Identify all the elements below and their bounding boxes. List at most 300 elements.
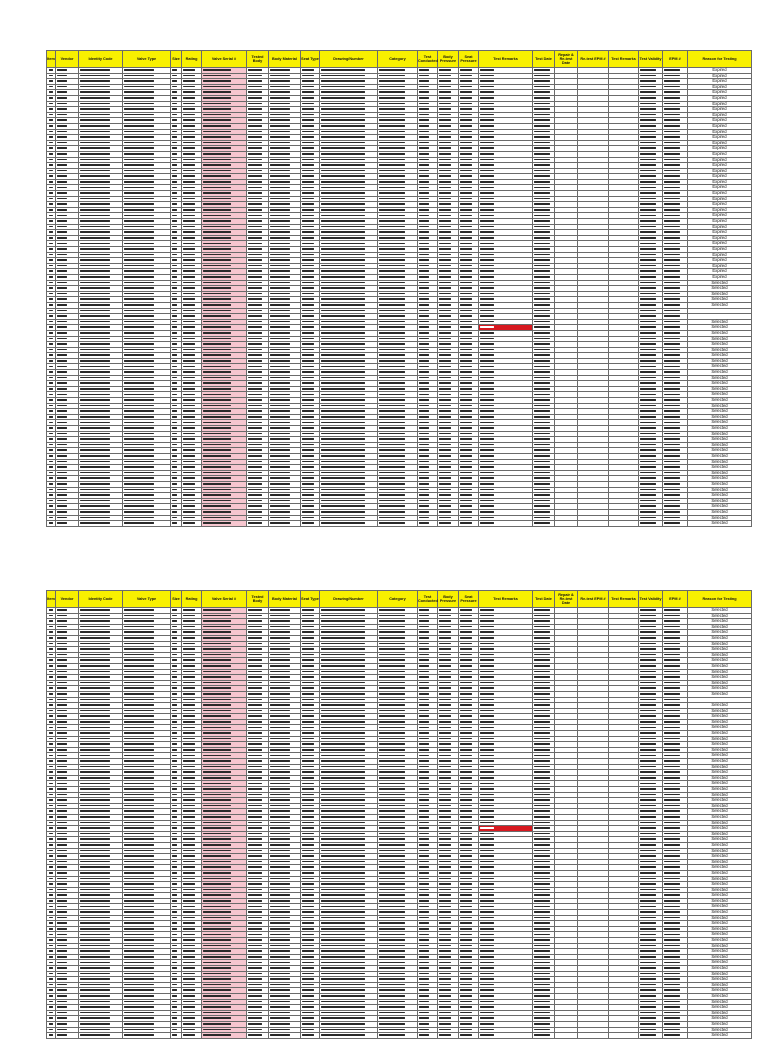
illegible-text: [439, 405, 451, 407]
illegible-text: [640, 69, 656, 71]
illegible-text: [302, 715, 314, 717]
illegible-text: [183, 270, 195, 272]
illegible-text: [419, 159, 429, 161]
illegible-text: [49, 259, 53, 261]
illegible-text: [270, 142, 290, 144]
illegible-text: [664, 97, 680, 99]
illegible-text: [248, 293, 262, 295]
illegible-text: [664, 477, 680, 479]
illegible-text: [664, 69, 680, 71]
illegible-text: [183, 97, 195, 99]
reason-cell: Selected: [688, 719, 752, 725]
illegible-text: [183, 682, 195, 684]
illegible-text: [640, 394, 656, 396]
illegible-text: [640, 265, 656, 267]
reason-cell: Selected: [688, 613, 752, 619]
illegible-text: [664, 153, 680, 155]
illegible-text: [460, 771, 472, 773]
illegible-text: [183, 710, 195, 712]
illegible-text: [640, 766, 656, 768]
illegible-text: [203, 310, 231, 312]
illegible-text: [664, 671, 680, 673]
illegible-text: [49, 103, 53, 105]
illegible-text: [640, 226, 656, 228]
reason-cell: Selected: [688, 608, 752, 614]
illegible-text: [439, 192, 451, 194]
illegible-text: [124, 220, 154, 222]
illegible-text: [302, 203, 314, 205]
illegible-text: [534, 477, 550, 479]
illegible-text: [270, 671, 290, 673]
column-header-size: Size: [171, 51, 182, 68]
illegible-text: [80, 687, 110, 689]
illegible-text: [49, 461, 53, 463]
illegible-text: [203, 231, 231, 233]
header-row-2: [47, 591, 752, 608]
illegible-text: [183, 743, 195, 745]
illegible-text: [534, 315, 550, 317]
illegible-text: [57, 349, 67, 351]
illegible-text: [270, 517, 290, 519]
illegible-text: [57, 461, 67, 463]
illegible-text: [664, 738, 680, 740]
illegible-text: [379, 265, 405, 267]
illegible-text: [124, 366, 154, 368]
illegible-text: [439, 366, 451, 368]
table-row: [47, 504, 752, 510]
illegible-text: [270, 710, 290, 712]
illegible-text: [321, 766, 365, 768]
illegible-text: [302, 91, 314, 93]
illegible-text: [534, 771, 550, 773]
illegible-text: [172, 282, 177, 284]
illegible-text: [270, 643, 290, 645]
illegible-text: [480, 472, 494, 474]
illegible-text: [534, 326, 550, 328]
table-row: [47, 697, 752, 703]
illegible-text: [302, 265, 314, 267]
illegible-text: [203, 354, 231, 356]
illegible-text: [302, 108, 314, 110]
illegible-text: [419, 259, 429, 261]
illegible-text: [379, 354, 405, 356]
illegible-text: [302, 654, 314, 656]
illegible-text: [534, 505, 550, 507]
illegible-text: [664, 131, 680, 133]
column-header-repair: Repair & Re-test Date: [555, 591, 578, 608]
illegible-text: [664, 732, 680, 734]
illegible-text: [203, 321, 231, 323]
illegible-text: [640, 147, 656, 149]
illegible-text: [49, 187, 53, 189]
illegible-text: [248, 609, 262, 611]
illegible-text: [248, 80, 262, 82]
illegible-text: [302, 732, 314, 734]
illegible-text: [439, 788, 451, 790]
illegible-text: [419, 517, 429, 519]
illegible-text: [57, 637, 67, 639]
illegible-text: [248, 243, 262, 245]
illegible-text: [248, 259, 262, 261]
illegible-text: [80, 631, 110, 633]
illegible-text: [419, 489, 429, 491]
illegible-text: [49, 472, 53, 474]
illegible-text: [172, 108, 177, 110]
illegible-text: [302, 276, 314, 278]
illegible-text: [172, 615, 177, 617]
illegible-text: [480, 615, 494, 617]
illegible-text: [419, 164, 429, 166]
illegible-text: [419, 783, 429, 785]
illegible-text: [534, 310, 550, 312]
reason-cell: Selected: [688, 775, 752, 781]
illegible-text: [57, 394, 67, 396]
illegible-text: [49, 704, 53, 706]
illegible-text: [664, 293, 680, 295]
illegible-text: [270, 103, 290, 105]
illegible-text: [57, 298, 67, 300]
illegible-text: [302, 755, 314, 757]
illegible-text: [664, 620, 680, 622]
item-cell: [47, 521, 56, 527]
illegible-text: [57, 338, 67, 340]
illegible-text: [640, 203, 656, 205]
illegible-text: [80, 243, 110, 245]
illegible-text: [460, 620, 472, 622]
illegible-text: [439, 97, 451, 99]
column-header-vendor: Vendor: [56, 591, 79, 608]
illegible-text: [183, 259, 195, 261]
illegible-text: [183, 114, 195, 116]
illegible-text: [49, 727, 53, 729]
illegible-text: [379, 620, 405, 622]
reason-cell: Selected: [688, 686, 752, 692]
illegible-text: [80, 643, 110, 645]
illegible-text: [172, 91, 177, 93]
illegible-text: [183, 220, 195, 222]
illegible-text: [172, 315, 177, 317]
reason-cell: Selected: [688, 453, 752, 459]
illegible-text: [172, 732, 177, 734]
illegible-text: [480, 699, 494, 701]
illegible-text: [183, 693, 195, 695]
reason-cell: Selected: [688, 291, 752, 297]
table-row: [47, 302, 752, 308]
illegible-text: [203, 626, 231, 628]
illegible-text: [203, 97, 231, 99]
illegible-text: [57, 215, 67, 217]
illegible-text: [183, 788, 195, 790]
illegible-text: [321, 354, 365, 356]
illegible-text: [172, 226, 177, 228]
illegible-text: [379, 114, 405, 116]
illegible-text: [664, 461, 680, 463]
illegible-text: [640, 170, 656, 172]
illegible-text: [321, 721, 365, 723]
illegible-text: [172, 243, 177, 245]
illegible-text: [640, 505, 656, 507]
illegible-text: [480, 783, 494, 785]
illegible-text: [183, 511, 195, 513]
illegible-text: [534, 338, 550, 340]
table-row: [47, 381, 752, 387]
illegible-text: [460, 732, 472, 734]
illegible-text: [379, 444, 405, 446]
illegible-text: [460, 489, 472, 491]
illegible-text: [640, 466, 656, 468]
illegible-text: [321, 444, 365, 446]
illegible-text: [439, 654, 451, 656]
illegible-text: [321, 461, 365, 463]
illegible-text: [379, 732, 405, 734]
illegible-text: [57, 153, 67, 155]
illegible-text: [248, 75, 262, 77]
illegible-text: [124, 749, 154, 751]
illegible-text: [534, 648, 550, 650]
illegible-text: [183, 704, 195, 706]
test-register-table-1: [46, 50, 752, 527]
illegible-text: [664, 142, 680, 144]
illegible-text: [248, 153, 262, 155]
illegible-text: [439, 75, 451, 77]
column-header-type: Valve Type: [123, 591, 171, 608]
illegible-text: [248, 231, 262, 233]
illegible-text: [480, 682, 494, 684]
table-row: [47, 442, 752, 448]
illegible-text: [460, 147, 472, 149]
column-header-conducted: Test Conducted: [418, 591, 438, 608]
illegible-text: [57, 270, 67, 272]
illegible-text: [480, 405, 494, 407]
illegible-text: [57, 710, 67, 712]
illegible-text: [203, 494, 231, 496]
illegible-text: [534, 248, 550, 250]
illegible-text: [203, 631, 231, 633]
illegible-text: [172, 682, 177, 684]
illegible-text: [419, 287, 429, 289]
illegible-text: [49, 366, 53, 368]
illegible-text: [419, 282, 429, 284]
illegible-text: [248, 371, 262, 373]
illegible-text: [321, 477, 365, 479]
illegible-text: [270, 254, 290, 256]
illegible-text: [379, 455, 405, 457]
illegible-text: [124, 231, 154, 233]
illegible-text: [321, 321, 365, 323]
illegible-text: [203, 760, 231, 762]
illegible-text: [640, 304, 656, 306]
illegible-text: [183, 394, 195, 396]
illegible-text: [664, 147, 680, 149]
column-header-rating: Rating: [182, 591, 202, 608]
illegible-text: [203, 693, 231, 695]
illegible-text: [664, 687, 680, 689]
illegible-text: [480, 366, 494, 368]
illegible-text: [80, 727, 110, 729]
illegible-text: [183, 360, 195, 362]
illegible-text: [124, 103, 154, 105]
illegible-text: [203, 394, 231, 396]
illegible-text: [270, 338, 290, 340]
illegible-text: [248, 749, 262, 751]
illegible-text: [664, 494, 680, 496]
illegible-text: [302, 637, 314, 639]
illegible-text: [183, 86, 195, 88]
illegible-text: [534, 265, 550, 267]
illegible-text: [534, 522, 550, 524]
illegible-text: [379, 220, 405, 222]
illegible-text: [460, 743, 472, 745]
illegible-text: [124, 777, 154, 779]
illegible-text: [203, 209, 231, 211]
reason-cell: Selected: [688, 409, 752, 415]
illegible-text: [203, 738, 231, 740]
illegible-text: [480, 326, 494, 328]
illegible-text: [321, 326, 365, 328]
illegible-text: [49, 354, 53, 356]
illegible-text: [480, 715, 494, 717]
illegible-text: [183, 159, 195, 161]
illegible-text: [49, 749, 53, 751]
illegible-text: [480, 760, 494, 762]
illegible-text: [80, 522, 110, 524]
illegible-text: [664, 777, 680, 779]
illegible-text: [640, 131, 656, 133]
illegible-text: [480, 788, 494, 790]
illegible-text: [172, 665, 177, 667]
illegible-text: [124, 693, 154, 695]
illegible-text: [183, 472, 195, 474]
illegible-text: [80, 332, 110, 334]
illegible-text: [640, 181, 656, 183]
illegible-text: [270, 80, 290, 82]
illegible-text: [419, 142, 429, 144]
illegible-text: [172, 142, 177, 144]
illegible-text: [419, 394, 429, 396]
illegible-text: [480, 766, 494, 768]
illegible-text: [439, 505, 451, 507]
illegible-text: [270, 119, 290, 121]
illegible-text: [321, 671, 365, 673]
illegible-text: [480, 349, 494, 351]
illegible-text: [460, 164, 472, 166]
reason-cell: Expired: [688, 151, 752, 157]
illegible-text: [49, 298, 53, 300]
illegible-text: [460, 699, 472, 701]
illegible-text: [640, 405, 656, 407]
illegible-text: [57, 626, 67, 628]
table-row: [47, 647, 752, 653]
illegible-text: [640, 254, 656, 256]
illegible-text: [80, 69, 110, 71]
illegible-text: [57, 771, 67, 773]
illegible-text: [439, 472, 451, 474]
reason-cell: Selected: [688, 465, 752, 471]
illegible-text: [460, 749, 472, 751]
illegible-text: [302, 422, 314, 424]
reason-cell: Selected: [688, 647, 752, 653]
illegible-text: [172, 427, 177, 429]
illegible-text: [321, 153, 365, 155]
illegible-text: [49, 693, 53, 695]
illegible-text: [57, 682, 67, 684]
illegible-text: [439, 382, 451, 384]
illegible-text: [534, 416, 550, 418]
illegible-text: [439, 727, 451, 729]
illegible-text: [640, 620, 656, 622]
illegible-text: [460, 671, 472, 673]
illegible-text: [124, 643, 154, 645]
illegible-text: [270, 788, 290, 790]
column-header-re-remarks: Test Remarks: [609, 591, 639, 608]
illegible-text: [49, 699, 53, 701]
illegible-text: [460, 755, 472, 757]
illegible-text: [379, 643, 405, 645]
illegible-text: [172, 449, 177, 451]
header-row-1: [47, 51, 752, 68]
illegible-text: [270, 226, 290, 228]
illegible-text: [379, 310, 405, 312]
illegible-text: [49, 410, 53, 412]
illegible-text: [480, 505, 494, 507]
illegible-text: [302, 293, 314, 295]
illegible-text: [534, 704, 550, 706]
illegible-text: [248, 517, 262, 519]
illegible-text: [183, 405, 195, 407]
illegible-text: [419, 749, 429, 751]
illegible-text: [248, 287, 262, 289]
illegible-text: [270, 738, 290, 740]
reason-cell: Selected: [688, 431, 752, 437]
illegible-text: [439, 648, 451, 650]
illegible-text: [57, 276, 67, 278]
illegible-text: [49, 371, 53, 373]
illegible-text: [57, 732, 67, 734]
illegible-text: [270, 310, 290, 312]
illegible-text: [49, 248, 53, 250]
illegible-text: [439, 80, 451, 82]
illegible-text: [203, 749, 231, 751]
illegible-text: [49, 771, 53, 773]
reason-cell: Selected: [688, 736, 752, 742]
illegible-text: [419, 727, 429, 729]
illegible-text: [534, 198, 550, 200]
illegible-text: [534, 665, 550, 667]
illegible-text: [270, 410, 290, 412]
illegible-text: [270, 626, 290, 628]
illegible-text: [640, 517, 656, 519]
illegible-text: [49, 388, 53, 390]
reason-cell: Expired: [688, 84, 752, 90]
illegible-text: [203, 783, 231, 785]
illegible-text: [480, 704, 494, 706]
illegible-text: [534, 687, 550, 689]
illegible-text: [439, 226, 451, 228]
illegible-text: [80, 209, 110, 211]
illegible-text: [183, 631, 195, 633]
reason-cell: Expired: [688, 118, 752, 124]
illegible-text: [57, 500, 67, 502]
illegible-text: [57, 382, 67, 384]
illegible-text: [379, 522, 405, 524]
illegible-text: [80, 511, 110, 513]
reason-cell: Expired: [688, 241, 752, 247]
illegible-text: [439, 136, 451, 138]
illegible-text: [379, 377, 405, 379]
illegible-text: [183, 715, 195, 717]
illegible-text: [302, 371, 314, 373]
illegible-text: [124, 131, 154, 133]
